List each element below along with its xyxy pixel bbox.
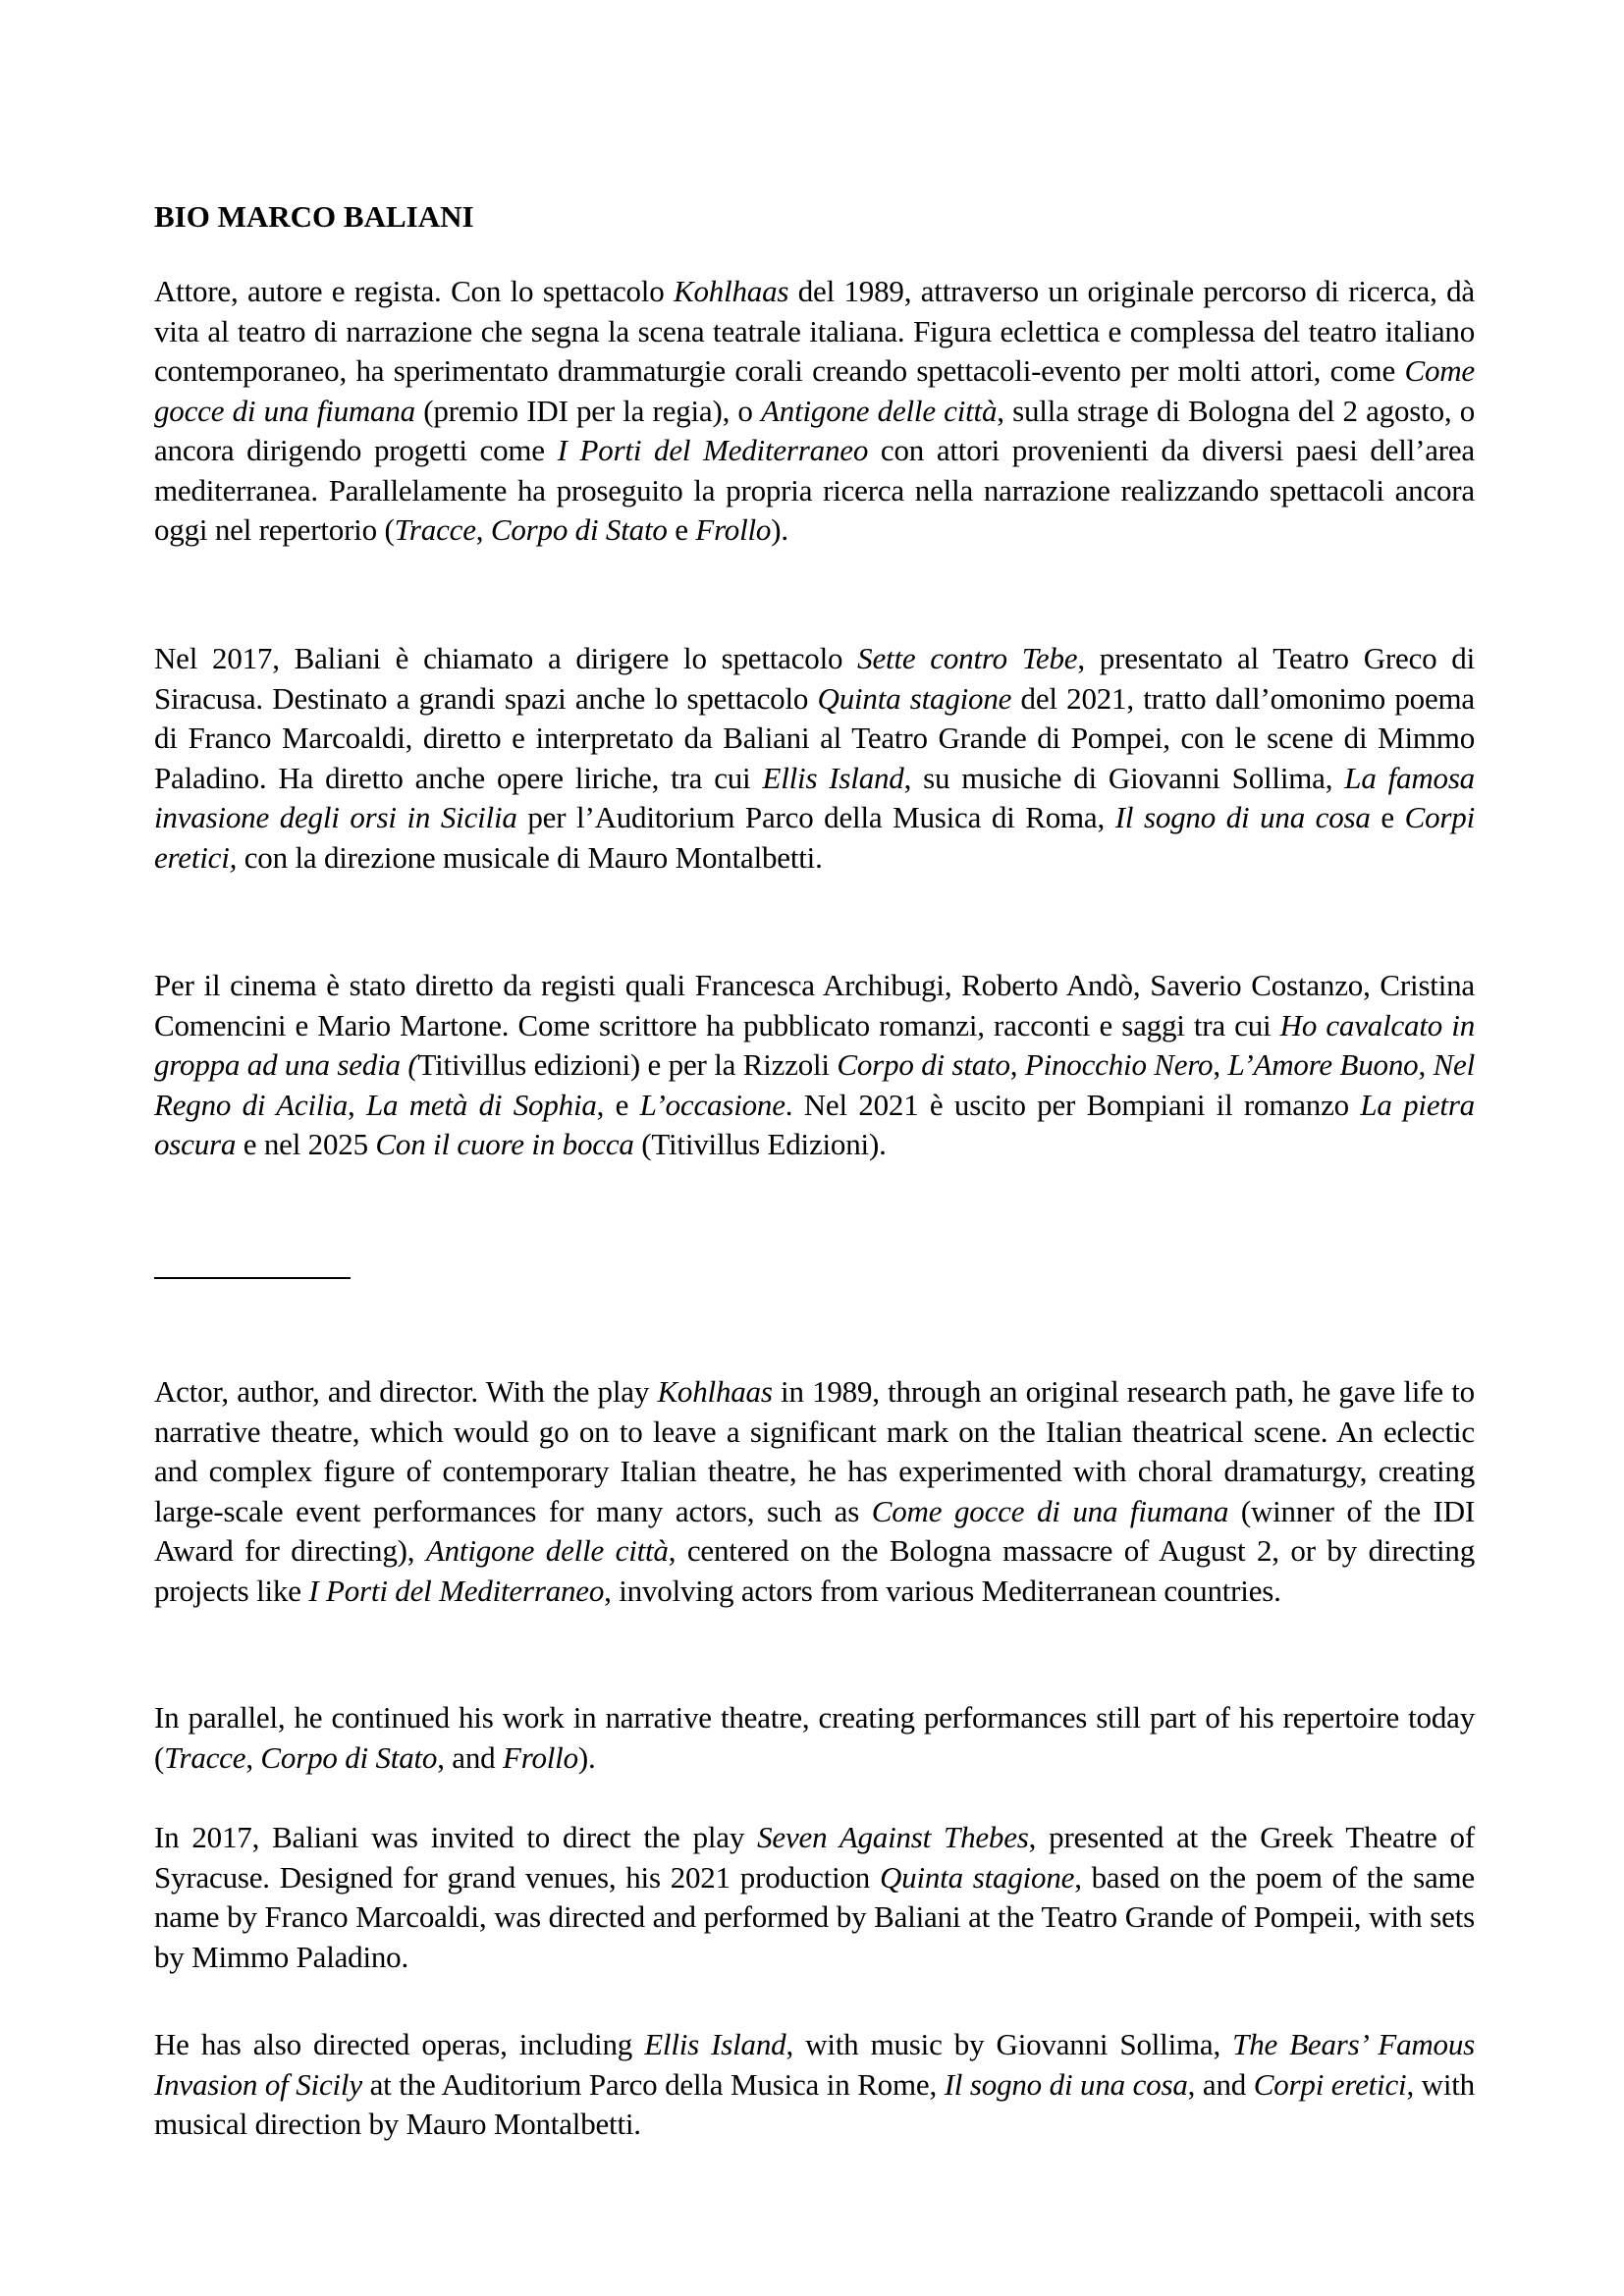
text-run: In 2017, Baliani was invited to direct the play <box>154 1820 758 1854</box>
text-run: , and <box>1187 2066 1254 2102</box>
text-run: Titivillus edizioni) e per la Rizzoli <box>417 1047 838 1082</box>
document-title: BIO MARCO BALIANI <box>154 199 474 234</box>
text-run: , based on the poem of the same name by Franco Marcoaldi, was directed and performed by Baliani at the Teatro Grande of Pompeii, with sets by Mimmo Paladino. <box>154 1859 1475 1974</box>
text-run: e <box>1370 800 1405 834</box>
text-run: in 1989, through an original research path, he gave life to narrative theatre, which would go on to leave a significant mark on the Italian theatrical scene. An eclectic and complex figure of contemporary Italian theatre, he has experimented with choral dramaturgy, creating large-scale event performances for many actors, such as <box>154 1374 1475 1528</box>
english-paragraph-productions <box>154 1818 1475 1977</box>
italic-title: Come gocce di una fiumana <box>154 353 1475 428</box>
italic-title: La famosa invasione degli orsi in Sicilia <box>154 760 1475 834</box>
text-run: del 2021, tratto dall’omonimo poema di Franco Marcoaldi, diretto e interpretato da Baliani al Teatro Grande di Pompei, con le scene di Mimmo Paladino. Ha diretto anche opere liriche, tra cui <box>154 680 1475 795</box>
text-run: , su musiche di Giovanni Sollima, <box>903 760 1345 795</box>
italic-title: Pinocchio Nero <box>1024 1047 1214 1082</box>
italic-title: Seven Against Thebes <box>757 1820 1029 1854</box>
section-separator-rule <box>154 1277 351 1279</box>
text-run: , and <box>437 1739 504 1775</box>
text-run: del 1989, attraverso un originale percorso di ricerca, dà vita al teatro di narrazione che segna la scena teatrale italiana. Figura eclettica e complessa del teatro italiano contemporaneo, ha sperimentato drammaturgie corali creando spettacoli-evento per molti attori, come <box>154 274 1475 388</box>
italic-title: I Porti del Mediterraneo <box>308 1573 605 1608</box>
text-run: , with music by Giovanni Sollima, <box>785 2027 1233 2061</box>
italic-title: Ho cavalcato in groppa ad una sedia ( <box>154 1007 1475 1082</box>
text-run: Nel 2017, Baliani è chiamato a dirigere lo spettacolo <box>154 641 858 675</box>
text-run: , <box>1213 1047 1228 1082</box>
text-run: , presentato al Teatro Greco di Siracusa. Destinato a grandi spazi anche lo spettacolo <box>154 641 1476 716</box>
text-run: , <box>348 1087 366 1122</box>
italic-title: Sette contro Tebe <box>857 641 1078 675</box>
text-run: , <box>1009 1047 1025 1082</box>
italic-title: Il sogno di una cosa <box>1114 800 1371 834</box>
italic-title: Il sogno di una cosa <box>944 2066 1188 2102</box>
text-run: , e <box>596 1087 640 1122</box>
italian-paragraph-career <box>154 272 1475 551</box>
italic-title: Corpo di stato <box>837 1047 1010 1082</box>
english-paragraph-career <box>154 1372 1475 1611</box>
italic-title: The Bears’ Famous Invasion of Sicily <box>154 2027 1476 2102</box>
italic-title: Frollo <box>695 512 772 547</box>
text-run: per l’Auditorium Parco della Musica di Roma, <box>516 800 1115 834</box>
text-run: e <box>667 512 696 547</box>
italic-title: Antigone delle città <box>425 1533 669 1568</box>
text-run: (Titivillus Edizioni). <box>633 1127 887 1161</box>
text-run: con attori provenienti da diversi paesi dell’area mediterranea. Parallelamente ha proseguito la propria ricerca nella narrazione realizzando spettacoli ancora oggi nel repertorio ( <box>154 433 1475 547</box>
text-run: , presented at the Greek Theatre of Syracuse. Designed for grand venues, his 2021 production <box>154 1820 1475 1895</box>
text-run: , <box>475 512 491 547</box>
english-paragraph-operas <box>154 2025 1475 2145</box>
text-run: In parallel, he continued his work in narrative theatre, creating performances still part of his repertoire today ( <box>154 1700 1475 1775</box>
italic-title: Nel Regno di Acilia <box>154 1047 1476 1122</box>
italian-paragraph-productions <box>154 639 1475 878</box>
italic-title: Corpo di Stato <box>260 1739 438 1775</box>
italic-title: Quinta stagione <box>817 680 1012 716</box>
text-run: at the Auditorium Parco della Musica in Rome, <box>361 2066 945 2102</box>
italic-title: I Porti del Mediterraneo <box>557 433 869 467</box>
text-run: , involving actors from various Mediterranean countries. <box>604 1573 1281 1608</box>
italic-title: L’Amore Buono <box>1227 1047 1419 1082</box>
italic-title: Tracce <box>394 512 476 547</box>
italic-title: Come gocce di una fiumana <box>871 1493 1229 1528</box>
italic-title: Antigone delle città <box>761 393 998 428</box>
text-run: , with musical direction by Mauro Montalbetti. <box>154 2066 1475 2141</box>
italic-title: Frollo <box>503 1739 578 1775</box>
text-run: He has also directed operas, including <box>154 2027 645 2061</box>
text-run: ). <box>771 512 788 547</box>
italic-title: Quinta stagione <box>879 1859 1075 1895</box>
text-run: , <box>1418 1047 1434 1082</box>
text-run: Per il cinema è stato diretto da registi quali Francesca Archibugi, Roberto Andò, Saverio Costanzo, Cristina Comencini e Mario Martone. Come scrittore ha pubblicato romanzi, racconti e saggi tra cui <box>154 968 1475 1042</box>
italic-title: Corpo di Stato <box>490 512 668 547</box>
text-run: , sulla strage di Bologna del 2 agosto, o ancora dirigendo progetti come <box>154 393 1476 467</box>
text-run: Actor, author, and director. With the play <box>154 1374 658 1409</box>
text-run: con la direzione musicale di Mauro Montalbetti. <box>237 839 823 875</box>
italic-title: Kohlhaas <box>674 274 789 308</box>
text-run: , centered on the Bologna massacre of August 2, or by directing projects like <box>154 1533 1476 1608</box>
text-run: , <box>245 1739 261 1775</box>
italic-title: Kohlhaas <box>657 1374 773 1409</box>
italic-title: Ellis Island <box>762 760 904 795</box>
italic-title: Corpi eretici, <box>154 800 1475 875</box>
italic-title: La pietra oscura <box>154 1087 1475 1161</box>
text-run: e nel 2025 <box>236 1127 376 1161</box>
text-run: Attore, autore e regista. Con lo spettacolo <box>154 274 674 308</box>
italic-title: L’occasione <box>639 1087 785 1122</box>
text-run: (premio IDI per la regia), o <box>414 393 762 428</box>
english-paragraph-repertoire <box>154 1698 1475 1778</box>
text-run: . Nel 2021 è uscito per Bompiani il romanzo <box>785 1087 1361 1122</box>
italic-title: Tracce <box>164 1739 246 1775</box>
text-run: ). <box>577 1739 596 1775</box>
italic-title: Con il cuore in bocca <box>375 1127 634 1161</box>
italic-title: Ellis Island <box>644 2027 786 2061</box>
italic-title: Corpi eretici <box>1253 2066 1407 2102</box>
italic-title: La metà di Sophia <box>365 1087 597 1122</box>
italian-paragraph-cinema-writing <box>154 966 1475 1165</box>
text-run: (winner of the IDI Award for directing), <box>154 1493 1475 1568</box>
